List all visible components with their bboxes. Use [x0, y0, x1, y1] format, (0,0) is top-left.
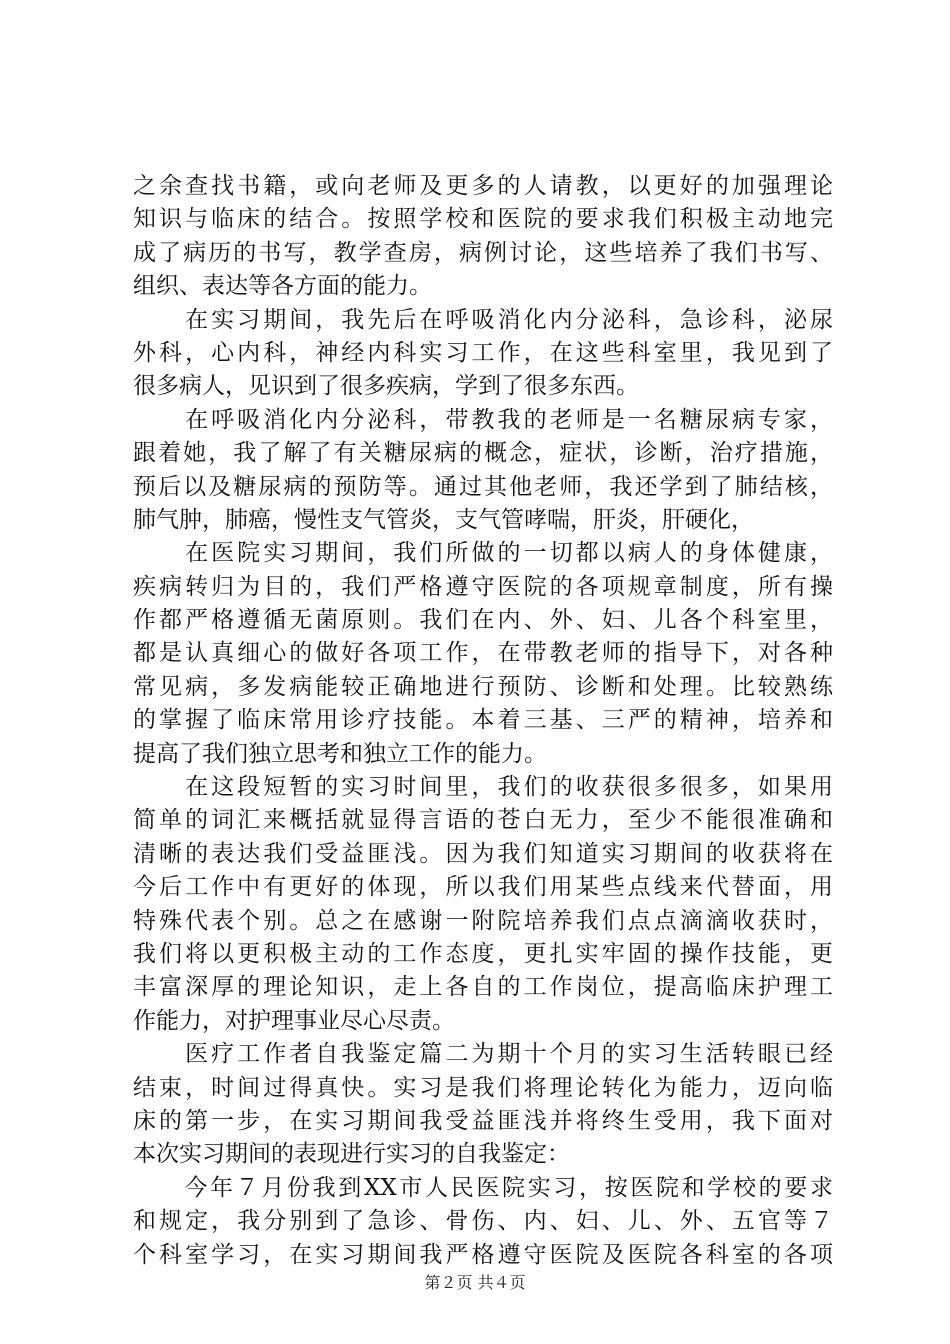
text-line: 本次实习期间的表现进行实习的自我鉴定： — [133, 1141, 570, 1168]
text-line: 简单的词汇来概括就显得言语的苍白无力，至少不能很准确和 — [133, 807, 833, 834]
text-line: 个科室学习，在实习期间我严格遵守医院及医院各科室的各项 — [133, 1241, 833, 1268]
text-line: 床的第一步，在实习期间我受益匪浅并将终生受用，我下面对 — [133, 1107, 833, 1134]
text-line: 在这段短暂的实习时间里，我们的收获很多很多，如果用 — [133, 774, 833, 801]
text-line: 的掌握了临床常用诊疗技能。本着三基、三严的精神，培养和 — [133, 707, 833, 734]
text-line: 外科，心内科，神经内科实习工作，在这些科室里，我见到了 — [133, 339, 833, 366]
text-line: 预后以及糖尿病的预防等。通过其他老师，我还学到了肺结核， — [133, 473, 833, 500]
text-line: 组织、表达等各方面的能力。 — [133, 273, 432, 300]
text-line: 成了病历的书写，教学查房，病例讨论，这些培养了我们书写、 — [133, 239, 833, 266]
text-line: 在呼吸消化内分泌科，带教我的老师是一名糖尿病专家， — [133, 406, 833, 433]
text-line: 都是认真细心的做好各项工作，在带教老师的指导下，对各种 — [133, 640, 833, 667]
text-line: 和规定，我分别到了急诊、骨伤、内、妇、儿、外、五官等７ — [133, 1208, 833, 1235]
text-line: 今后工作中有更好的体现，所以我们用某些点线来代替面，用 — [133, 874, 833, 901]
text-line: 特殊代表个别。总之在感谢一附院培养我们点点滴滴收获时， — [133, 907, 833, 934]
text-line: 肺气肿，肺癌，慢性支气管炎，支气管哮喘，肝炎，肝硬化， — [133, 506, 754, 533]
text-line: 知识与临床的结合。按照学校和医院的要求我们积极主动地完 — [133, 206, 833, 233]
text-line: 医疗工作者自我鉴定篇二为期十个月的实习生活转眼已经 — [133, 1041, 833, 1068]
text-line: 在医院实习期间，我们所做的一切都以病人的身体健康， — [133, 540, 833, 567]
text-line: 我们将以更积极主动的工作态度，更扎实牢固的操作技能，更 — [133, 940, 833, 967]
body-text — [133, 170, 833, 1272]
text-line: 结束，时间过得真快。实习是我们将理论转化为能力，迈向临 — [133, 1074, 833, 1101]
text-line: 疾病转归为目的，我们严格遵守医院的各项规章制度，所有操 — [133, 573, 833, 600]
text-line: 今年７月份我到XX市人民医院实习，按医院和学校的要求 — [133, 1174, 833, 1201]
text-line: 在实习期间，我先后在呼吸消化内分泌科，急诊科，泌尿 — [133, 306, 833, 333]
text-line: 作能力，对护理事业尽心尽责。 — [133, 1007, 455, 1034]
page-number-footer: 第２页 共４页 — [424, 1273, 526, 1292]
text-line: 之余查找书籍，或向老师及更多的人请教，以更好的加强理论 — [133, 173, 833, 199]
text-line: 提高了我们独立思考和独立工作的能力。 — [133, 740, 547, 767]
text-line: 常见病，多发病能较正确地进行预防、诊断和处理。比较熟练 — [133, 673, 833, 700]
text-line: 作都严格遵循无菌原则。我们在内、外、妇、儿各个科室里， — [133, 607, 833, 634]
text-line: 很多病人，见识到了很多疾病，学到了很多东西。 — [133, 373, 639, 400]
text-line: 丰富深厚的理论知识，走上各自的工作岗位，提高临床护理工 — [133, 974, 833, 1001]
text-line: 清晰的表达我们受益匪浅。因为我们知道实习期间的收获将在 — [133, 840, 833, 867]
text-line: 跟着她，我了解了有关糖尿病的概念，症状，诊断，治疗措施， — [133, 440, 833, 467]
